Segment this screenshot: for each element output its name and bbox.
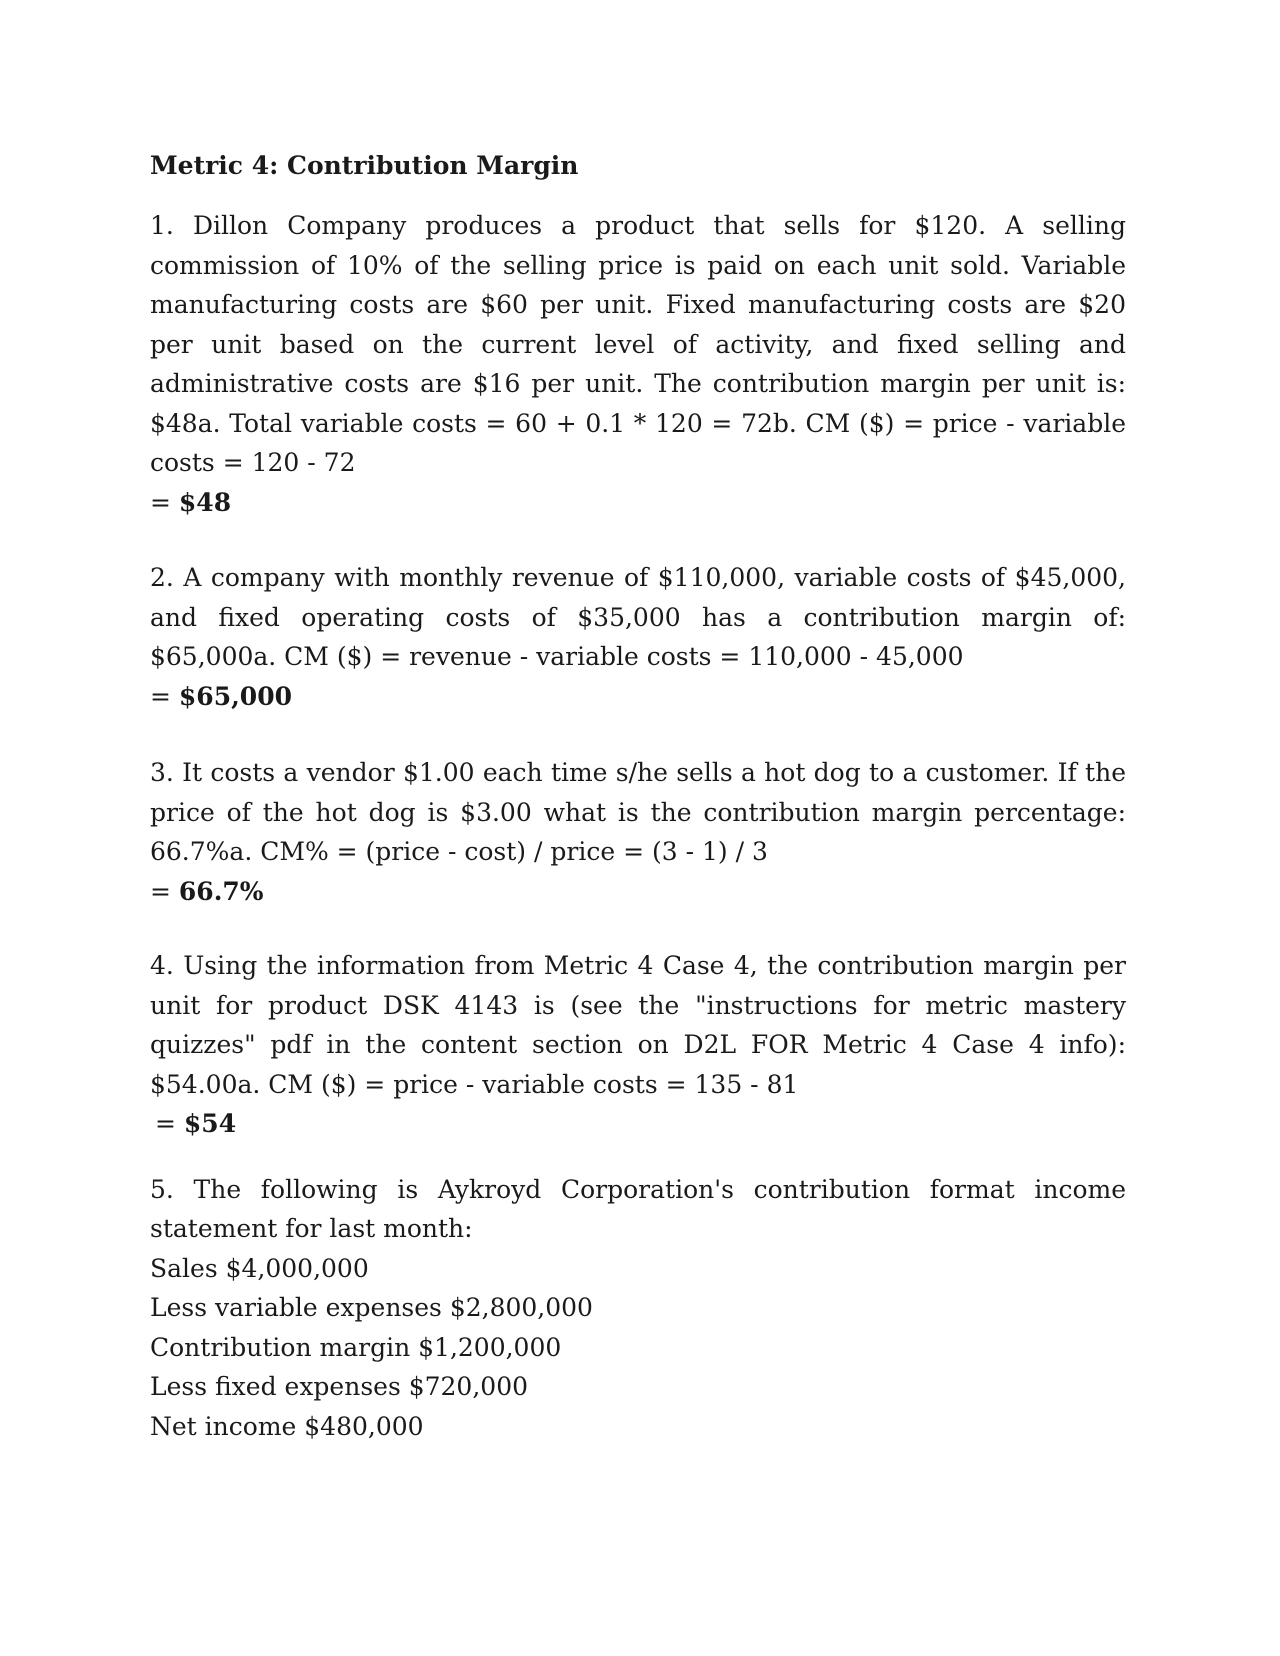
question-3-result [150, 872, 1126, 912]
question-1-result-prefix: = [150, 487, 179, 517]
question-4-answer: $54 [183, 1109, 237, 1138]
statement-line-sales: Sales $4,000,000 [150, 1253, 369, 1283]
question-3-answer: 66.7% [178, 876, 264, 906]
statement-line-fixed-expenses: Less fixed expenses $720,000 [150, 1372, 529, 1401]
question-3-result-prefix: = [150, 876, 179, 906]
document-page [150, 148, 1126, 1446]
question-2-result [150, 677, 1126, 717]
question-4-text: 4. Using the information from Metric 4 Case 4, the contribution margin per unit for product DSK 4143 is (see the "instructions for metric mastery quizzes" pdf in the content section on D2L FOR Metric 4 Case 4 info): $54.00a. CM ($) = price - variable costs = 135 - 81 [150, 951, 1126, 1099]
statement-line-net-income: Net income $480,000 [150, 1411, 424, 1441]
question-2-result-prefix: = [150, 681, 179, 711]
spacer [150, 1144, 1126, 1170]
question-4-result-prefix: = [155, 1109, 184, 1138]
spacer [150, 522, 1126, 558]
question-5-text: 5. The following is Aykroyd Corporation's contribution format income statement for last month: [150, 1174, 1126, 1243]
page-title: Metric 4: Contribution Margin [150, 151, 579, 180]
statement-line-contribution-margin: Contribution margin $1,200,000 [150, 1332, 562, 1362]
income-statement [150, 1249, 1126, 1447]
question-1-result [150, 483, 1126, 523]
statement-line-variable-expenses: Less variable expenses $2,800,000 [150, 1293, 593, 1322]
question-2-answer: $65,000 [178, 681, 292, 711]
question-3-text: 3. It costs a vendor $1.00 each time s/he sells a hot dog to a customer. If the price of the hot dog is $3.00 what is the contribution margin percentage: 66.7%a. CM% = (price - cost) / price = (3 - 1) / 3 [150, 758, 1126, 866]
spacer [150, 716, 1126, 753]
spacer [150, 911, 1126, 946]
question-1-text: 1. Dillon Company produces a product that sells for $120. A selling commission of 10% of the selling price is paid on each unit sold. Variable manufacturing costs are $60 per unit. Fixed manufacturing costs are $20 per unit based on the current level of activity, and fixed selling and administrative costs are $16 per unit. The contribution margin per unit is: $48a. Total variable costs = 60 + 0.1 * 120 = 72b. CM ($) = price - variable costs = 120 - 72 [150, 211, 1126, 477]
question-4-result [150, 1104, 1126, 1144]
question-1-answer: $48 [178, 487, 232, 517]
question-2-text: 2. A company with monthly revenue of $110,000, variable costs of $45,000, and fixed operating costs of $35,000 has a contribution margin of: $65,000a. CM ($) = revenue - variable costs = 110,000 - 45,000 [150, 563, 1126, 671]
